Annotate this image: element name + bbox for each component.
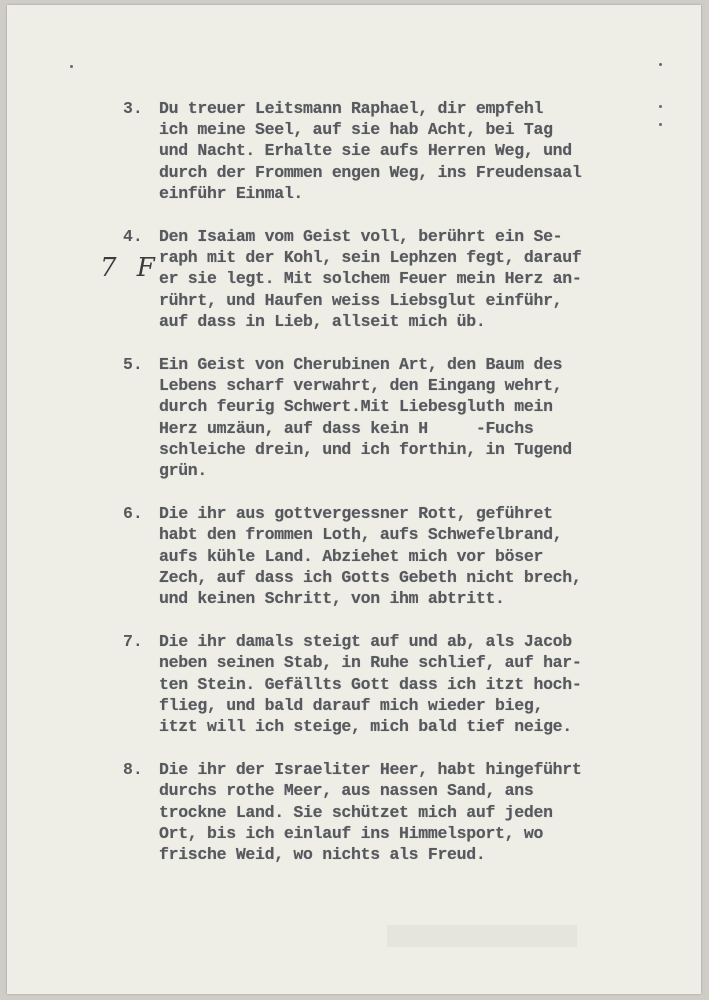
stanza-line: Lebens scharf verwahrt, den Eingang wehrt, [159,376,563,396]
stanza-number: 5. [123,355,143,375]
stanza [123,631,701,737]
stanza-number: 7. [123,632,143,652]
stanza [123,759,701,865]
stanza-line: Die ihr aus gottvergessner Rott, geführet [159,504,553,524]
stanza-line: durchs rothe Meer, aus nassen Sand, ans [159,781,534,801]
stanza-lines [159,98,701,204]
stanza-line: durch der Frommen engen Weg, ins Freudensaal [159,162,582,182]
stanza-line: er sie legt. Mit solchem Feuer mein Herz an- [159,269,582,289]
faint-bleed-through [387,925,577,947]
stanza-line: Zech, auf dass ich Gotts Gebeth nicht brech, [159,567,582,587]
stanza-line: auf dass in Lieb, allseit mich üb. [159,311,486,331]
stanza-line: ich meine Seel, auf sie hab Acht, bei Tag [159,120,553,140]
stanza-number: 4. [123,227,143,247]
stanza-line: Den Isaiam vom Geist voll, berührt ein Se- [159,227,563,247]
stanza-lines [159,354,701,481]
stanza-number: 3. [123,99,143,118]
stanza-line: raph mit der Kohl, sein Lephzen fegt, darauf [159,248,582,268]
stanza-line: Du treuer Leitsmann Raphael, dir empfehl [159,99,544,118]
stanza [123,354,701,481]
stanza-lines [159,226,701,332]
typewritten-page [7,5,701,994]
stanza-line: itzt will ich steige, mich bald tief neige. [159,717,572,737]
stanza-number: 8. [123,760,143,780]
stanza-line: Die ihr der Israeliter Heer, habt hingeführt [159,760,582,780]
stanza-line: aufs kühle Land. Abziehet mich vor böser [159,546,544,566]
stanza-line: ten Stein. Gefällts Gott dass ich itzt hoch- [159,674,582,694]
stanza-line: trockne Land. Sie schützet mich auf jeden [159,802,553,822]
stanza [123,98,701,204]
stanza-lines [159,759,701,865]
stanza-line: Die ihr damals steigt auf und ab, als Jacob [159,632,572,652]
stanza-lines [159,503,701,609]
stanza-line: frische Weid, wo nichts als Freud. [159,845,486,865]
handwritten-margin-note: 7 F [100,253,161,283]
stanza-list [123,98,701,887]
stanza-line: und Nacht. Erhalte sie aufs Herren Weg, und [159,141,572,161]
stanza-line: grün. [159,461,208,481]
stanza [123,226,701,332]
stanza [123,503,701,609]
stanza-line: durch feurig Schwert.Mit Liebesgluth mein [159,397,553,417]
stanza-line: einführ Einmal. [159,183,304,203]
stanza-line: neben seinen Stab, in Ruhe schlief, auf har- [159,653,582,673]
stanza-line: habt den frommen Loth, aufs Schwefelbrand, [159,525,563,545]
stanza-line: flieg, und bald darauf mich wieder bieg, [159,695,544,715]
stanza-line: schleiche drein, und ich forthin, in Tugend [159,439,572,459]
punch-mark [70,65,73,68]
stanza-line: rührt, und Haufen weiss Liebsglut einführ, [159,290,563,310]
stanza-line: Ort, bis ich einlauf ins Himmelsport, wo [159,823,544,843]
stanza-number: 6. [123,504,143,524]
stanza-line: Ein Geist von Cherubinen Art, den Baum des [159,355,563,375]
punch-mark [659,63,662,66]
stanza-line: und keinen Schritt, von ihm abtritt. [159,589,505,609]
stanza-lines [159,631,701,737]
stanza-line: Herz umzäun, auf dass kein H -Fuchs [159,418,534,438]
